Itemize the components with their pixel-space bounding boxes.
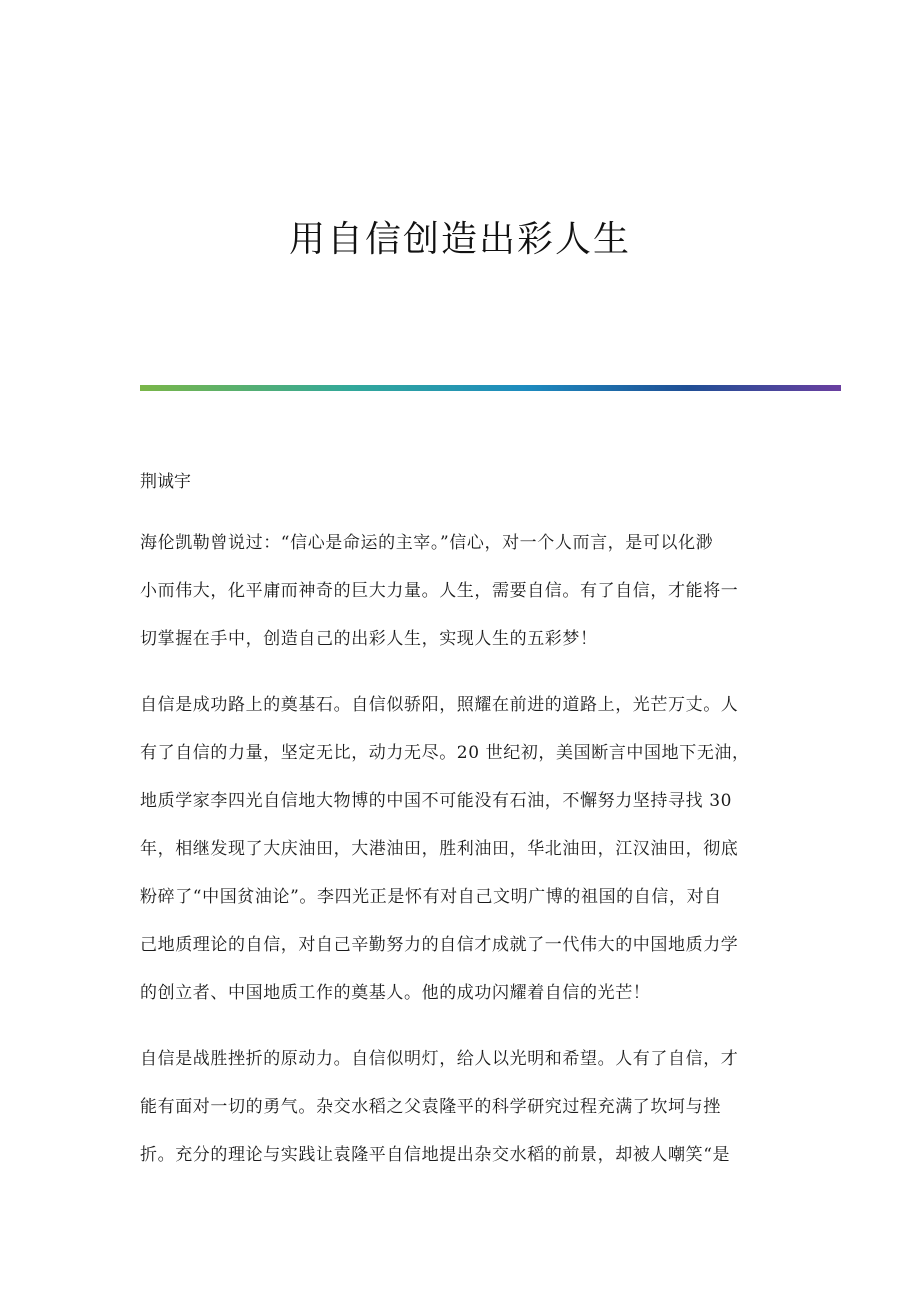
text-line: 的创立者、中国地质工作的奠基人。他的成功闪耀着自信的光芒！ xyxy=(140,983,651,1003)
gradient-divider xyxy=(140,385,841,391)
document-title: 用自信创造出彩人生 xyxy=(288,219,631,260)
text-line: 自信是成功路上的奠基石。自信似骄阳，照耀在前进的道路上，光芒万丈。人 xyxy=(140,695,739,715)
author-name: 荆诚宇 xyxy=(140,472,191,492)
document-body xyxy=(140,466,772,1197)
text-line: 能有面对一切的勇气。杂交水稻之父袁隆平的科学研究过程充满了坎坷与挫 xyxy=(140,1097,721,1117)
paragraph-2 xyxy=(140,681,772,1017)
text-line: 己地质理论的自信，对自己辛勤努力的自信才成就了一代伟大的中国地质力学 xyxy=(140,935,739,955)
text-line: 年，相继发现了大庆油田，大港油田，胜利油田，华北油田，江汉油田，彻底 xyxy=(140,839,739,859)
paragraph-3 xyxy=(140,1035,772,1179)
text-line: 小而伟大，化平庸而神奇的巨大力量。人生，需要自信。有了自信，才能将一 xyxy=(140,581,739,601)
text-line: 有了自信的力量，坚定无比，动力无尽。20 世纪初，美国断言中国地下无油， xyxy=(140,743,750,763)
text-line: 折。充分的理论与实践让袁隆平自信地提出杂交水稻的前景，却被人嘲笑“是 xyxy=(140,1145,731,1165)
text-line: 海伦凯勒曾说过：“信心是命运的主宰。”信心，对一个人而言，是可以化渺 xyxy=(140,533,714,553)
paragraph-1 xyxy=(140,519,772,663)
text-line: 自信是战胜挫折的原动力。自信似明灯，给人以光明和希望。人有了自信，才 xyxy=(140,1049,739,1069)
text-line: 地质学家李四光自信地大物博的中国不可能没有石油，不懈努力坚持寻找 30 xyxy=(140,791,733,811)
text-line: 切掌握在手中，创造自己的出彩人生，实现人生的五彩梦！ xyxy=(140,629,598,649)
text-line: 粉碎了“中国贫油论”。李四光正是怀有对自己文明广博的祖国的自信，对自 xyxy=(140,887,722,907)
